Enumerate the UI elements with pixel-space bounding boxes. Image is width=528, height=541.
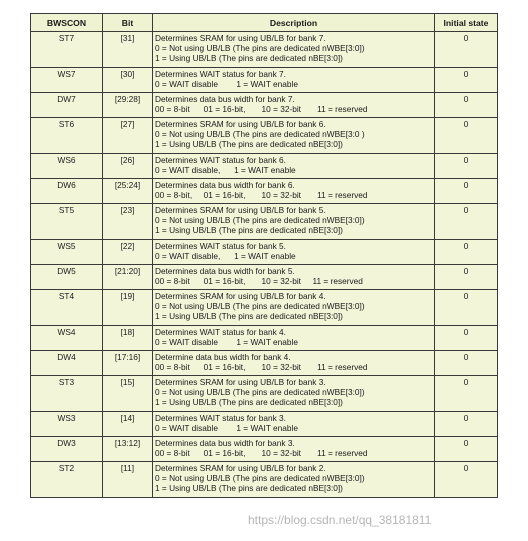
cell-register-name: WS7 [31,68,103,93]
cell-description [153,93,435,118]
cell-description [153,68,435,93]
description-line: 0 = Not using UB/LB (The pins are dedicated nWBE[3:0]) [155,387,365,398]
description-line: Determines WAIT status for bank 6. [155,155,286,165]
description-line: 00 = 8-bit 01 = 16-bit, 10 = 32-bit 11 = reserved [155,104,368,115]
table-row [31,412,498,437]
cell-initial-state: 0 [435,118,498,154]
description-line: Determines SRAM for using UB/LB for bank 3. [155,377,326,387]
cell-description [153,179,435,204]
bwscon-register-table [30,13,498,498]
cell-bit-range: [26] [103,154,153,179]
description-line: 1 = Using UB/LB (The pins are dedicated nBE[3:0]) [155,53,343,64]
cell-bit-range: [14] [103,412,153,437]
description-line: 1 = Using UB/LB (The pins are dedicated nBE[3:0]) [155,139,343,150]
cell-bit-range: [18] [103,326,153,351]
header-initial-state: Initial state [435,14,498,32]
cell-bit-range: [29:28] [103,93,153,118]
table-row [31,326,498,351]
table-row [31,32,498,68]
cell-register-name: ST3 [31,376,103,412]
cell-initial-state: 0 [435,376,498,412]
header-description: Description [153,14,435,32]
table-row [31,376,498,412]
watermark: https://blog.csdn.net/qq_38181811 [248,513,432,527]
description-line: Determines WAIT status for bank 7. [155,69,286,79]
table-row [31,68,498,93]
cell-initial-state: 0 [435,32,498,68]
cell-bit-range: [31] [103,32,153,68]
table-body [31,32,498,498]
cell-initial-state: 0 [435,326,498,351]
table-row [31,462,498,498]
cell-register-name: WS4 [31,326,103,351]
description-line: 1 = Using UB/LB (The pins are dedicated nBE[3:0]) [155,311,343,322]
cell-initial-state: 0 [435,412,498,437]
description-line: 1 = Using UB/LB (The pins are dedicated nBE[3:0]) [155,483,343,494]
description-line: Determines SRAM for using UB/LB for bank 4. [155,291,326,301]
cell-initial-state: 0 [435,154,498,179]
cell-description [153,437,435,462]
cell-register-name: WS6 [31,154,103,179]
description-line: 0 = WAIT disable 1 = WAIT enable [155,423,298,434]
description-line: Determines WAIT status for bank 5. [155,241,286,251]
description-line: 1 = Using UB/LB (The pins are dedicated nBE[3:0]) [155,225,343,236]
cell-initial-state: 0 [435,68,498,93]
cell-initial-state: 0 [435,240,498,265]
table-row [31,118,498,154]
table-row [31,93,498,118]
cell-description [153,326,435,351]
description-line: 0 = WAIT disable 1 = WAIT enable [155,337,298,348]
description-line: Determines data bus width for bank 3. [155,438,295,448]
description-line: 00 = 8-bit 01 = 16-bit, 10 = 32-bit 11 = reserved [155,276,363,287]
cell-register-name: ST2 [31,462,103,498]
cell-initial-state: 0 [435,462,498,498]
cell-register-name: DW5 [31,265,103,290]
cell-description [153,240,435,265]
cell-bit-range: [13:12] [103,437,153,462]
cell-bit-range: [21:20] [103,265,153,290]
cell-description [153,412,435,437]
cell-description [153,32,435,68]
cell-bit-range: [25:24] [103,179,153,204]
description-line: 0 = WAIT disable, 1 = WAIT enable [155,251,296,262]
cell-register-name: ST7 [31,32,103,68]
header-register-name: BWSCON [31,14,103,32]
cell-register-name: WS5 [31,240,103,265]
register-table-container [30,13,497,498]
table-header-row [31,14,498,32]
table-row [31,204,498,240]
header-bit: Bit [103,14,153,32]
cell-register-name: ST5 [31,204,103,240]
description-line: 0 = WAIT disable 1 = WAIT enable [155,79,298,90]
description-line: 00 = 8-bit 01 = 16-bit, 10 = 32-bit 11 = reserved [155,362,368,373]
cell-register-name: ST6 [31,118,103,154]
description-line: 0 = Not using UB/LB (The pins are dedicated nWBE[3:0]) [155,215,365,226]
cell-register-name: DW7 [31,93,103,118]
cell-initial-state: 0 [435,93,498,118]
description-line: Determines WAIT status for bank 3. [155,413,286,423]
cell-initial-state: 0 [435,179,498,204]
description-line: Determines data bus width for bank 7. [155,94,295,104]
cell-description [153,265,435,290]
cell-register-name: DW6 [31,179,103,204]
description-line: Determines data bus width for bank 5. [155,266,295,276]
description-line: 0 = Not using UB/LB (The pins are dedicated nWBE[3:0]) [155,43,365,54]
table-row [31,437,498,462]
cell-bit-range: [19] [103,290,153,326]
cell-bit-range: [30] [103,68,153,93]
cell-bit-range: [11] [103,462,153,498]
cell-register-name: DW4 [31,351,103,376]
cell-initial-state: 0 [435,437,498,462]
description-line: 00 = 8-bit 01 = 16-bit, 10 = 32-bit 11 = reserved [155,448,368,459]
description-line: Determines SRAM for using UB/LB for bank 6. [155,119,326,129]
cell-bit-range: [27] [103,118,153,154]
cell-description [153,154,435,179]
cell-description [153,462,435,498]
description-line: 0 = Not using UB/LB (The pins are dedicated nWBE[3:0]) [155,473,365,484]
cell-register-name: WS3 [31,412,103,437]
cell-initial-state: 0 [435,204,498,240]
description-line: 0 = Not using UB/LB (The pins are dedicated nWBE[3:0]) [155,301,365,312]
description-line: Determine data bus width for bank 4. [155,352,291,362]
cell-description [153,351,435,376]
table-row [31,351,498,376]
cell-initial-state: 0 [435,290,498,326]
cell-initial-state: 0 [435,265,498,290]
cell-bit-range: [23] [103,204,153,240]
description-line: Determines SRAM for using UB/LB for bank 2. [155,463,326,473]
cell-register-name: DW3 [31,437,103,462]
cell-description [153,376,435,412]
description-line: 00 = 8-bit, 01 = 16-bit, 10 = 32-bit 11 = reserved [155,190,368,201]
cell-bit-range: [15] [103,376,153,412]
description-line: Determines data bus width for bank 6. [155,180,295,190]
cell-description [153,118,435,154]
cell-description [153,204,435,240]
description-line: 0 = Not using UB/LB (The pins are dedicated nWBE[3:0 ) [155,129,365,140]
description-line: 0 = WAIT disable, 1 = WAIT enable [155,165,296,176]
table-row [31,290,498,326]
cell-description [153,290,435,326]
table-row [31,265,498,290]
cell-initial-state: 0 [435,351,498,376]
table-row [31,179,498,204]
description-line: Determines WAIT status for bank 4. [155,327,286,337]
cell-bit-range: [22] [103,240,153,265]
description-line: 1 = Using UB/LB (The pins are dedicated nBE[3:0]) [155,397,343,408]
table-row [31,154,498,179]
description-line: Determines SRAM for using UB/LB for bank 5. [155,205,326,215]
cell-bit-range: [17:16] [103,351,153,376]
description-line: Determines SRAM for using UB/LB for bank 7. [155,33,326,43]
cell-register-name: ST4 [31,290,103,326]
table-row [31,240,498,265]
